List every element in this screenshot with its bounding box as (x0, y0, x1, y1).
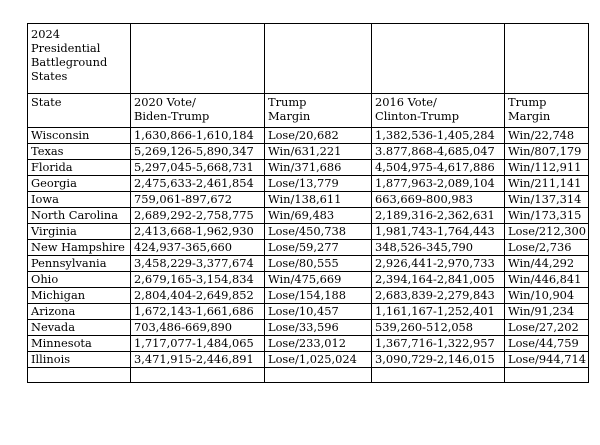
table-row (28, 352, 589, 368)
empty-cell (265, 368, 372, 383)
cell-vote-2016: 663,669-800,983 (372, 192, 505, 208)
cell-state: Florida (28, 160, 131, 176)
cell-margin-2020: Win/69,483 (265, 208, 372, 224)
header-margin-2020 (265, 94, 372, 128)
cell-margin-2020: Lose/1,025,024 (265, 352, 372, 368)
cell-vote-2016: 2,926,441-2,970,733 (372, 256, 505, 272)
cell-margin-2016: Win/112,911 (505, 160, 589, 176)
cell-margin-2016: Lose/212,300 (505, 224, 589, 240)
title-row (28, 24, 589, 94)
cell-margin-2020: Win/631,221 (265, 144, 372, 160)
cell-vote-2020: 2,689,292-2,758,775 (131, 208, 265, 224)
cell-margin-2016: Win/446,841 (505, 272, 589, 288)
table-row (28, 320, 589, 336)
table-title (28, 24, 131, 94)
cell-margin-2016: Lose/2,736 (505, 240, 589, 256)
header-state (28, 94, 131, 128)
cell-state: Georgia (28, 176, 131, 192)
cell-vote-2020: 3,471,915-2,446,891 (131, 352, 265, 368)
cell-vote-2020: 2,679,165-3,154,834 (131, 272, 265, 288)
cell-margin-2016: Lose/944,714 (505, 352, 589, 368)
cell-vote-2016: 2,189,316-2,362,631 (372, 208, 505, 224)
cell-margin-2016: Lose/44,759 (505, 336, 589, 352)
cell-state: New Hampshire (28, 240, 131, 256)
header-margin-2020-line: Trump (268, 95, 307, 109)
cell-margin-2016: Lose/27,202 (505, 320, 589, 336)
cell-vote-2020: 759,061-897,672 (131, 192, 265, 208)
cell-vote-2016: 3,090,729-2,146,015 (372, 352, 505, 368)
header-margin-2016 (505, 94, 589, 128)
cell-margin-2020: Lose/59,277 (265, 240, 372, 256)
cell-margin-2020: Win/475,669 (265, 272, 372, 288)
table-title-line: 2024 (31, 27, 60, 41)
cell-state: Minnesota (28, 336, 131, 352)
table-row (28, 192, 589, 208)
table-row (28, 256, 589, 272)
header-vote-2016-line: 2016 Vote/ (375, 95, 437, 109)
cell-margin-2020: Win/371,686 (265, 160, 372, 176)
cell-state: Arizona (28, 304, 131, 320)
table-title-line: States (31, 69, 68, 83)
cell-vote-2020: 3,458,229-3,377,674 (131, 256, 265, 272)
cell-vote-2016: 3.877,868-4,685,047 (372, 144, 505, 160)
empty-cell (28, 368, 131, 383)
cell-margin-2016: Win/807,179 (505, 144, 589, 160)
cell-vote-2016: 1,161,167-1,252,401 (372, 304, 505, 320)
cell-vote-2020: 2,804,404-2,649,852 (131, 288, 265, 304)
cell-margin-2020: Lose/154,188 (265, 288, 372, 304)
table-row (28, 176, 589, 192)
cell-vote-2016: 4,504,975-4,617,886 (372, 160, 505, 176)
cell-vote-2016: 1,877,963-2,089,104 (372, 176, 505, 192)
cell-vote-2020: 5,269,126-5,890,347 (131, 144, 265, 160)
cell-margin-2016: Win/22,748 (505, 128, 589, 144)
cell-state: Michigan (28, 288, 131, 304)
header-vote-2016 (372, 94, 505, 128)
cell-vote-2016: 1,382,536-1,405,284 (372, 128, 505, 144)
header-vote-2020-line: Biden-Trump (134, 109, 210, 123)
header-vote-2020-line: 2020 Vote/ (134, 95, 196, 109)
table-title-line: Battleground (31, 55, 108, 69)
table-row (28, 288, 589, 304)
cell-vote-2016: 1,981,743-1,764,443 (372, 224, 505, 240)
cell-margin-2020: Win/138,611 (265, 192, 372, 208)
header-vote-2016-line: Clinton-Trump (375, 109, 460, 123)
empty-cell (131, 24, 265, 94)
table-row (28, 144, 589, 160)
cell-vote-2020: 5,297,045-5,668,731 (131, 160, 265, 176)
cell-margin-2016: Win/211,141 (505, 176, 589, 192)
cell-state: Wisconsin (28, 128, 131, 144)
empty-cell (265, 24, 372, 94)
cell-state: Virginia (28, 224, 131, 240)
cell-margin-2020: Lose/10,457 (265, 304, 372, 320)
empty-cell (131, 368, 265, 383)
cell-margin-2016: Win/91,234 (505, 304, 589, 320)
table-row (28, 224, 589, 240)
header-margin-2016-line: Margin (508, 109, 551, 123)
cell-margin-2020: Lose/33,596 (265, 320, 372, 336)
header-row (28, 94, 589, 128)
cell-vote-2016: 1,367,716-1,322,957 (372, 336, 505, 352)
cell-vote-2016: 2,394,164-2,841,005 (372, 272, 505, 288)
cell-state: North Carolina (28, 208, 131, 224)
cell-margin-2020: Lose/20,682 (265, 128, 372, 144)
table-row (28, 128, 589, 144)
cell-vote-2020: 1,672,143-1,661,686 (131, 304, 265, 320)
cell-state: Ohio (28, 272, 131, 288)
cell-vote-2016: 348,526-345,790 (372, 240, 505, 256)
cell-vote-2020: 424,937-365,660 (131, 240, 265, 256)
cell-vote-2020: 703,486-669,890 (131, 320, 265, 336)
table-row (28, 240, 589, 256)
cell-margin-2016: Win/173,315 (505, 208, 589, 224)
table-row (28, 272, 589, 288)
cell-vote-2016: 539,260-512,058 (372, 320, 505, 336)
cell-vote-2016: 2,683,839-2,279,843 (372, 288, 505, 304)
empty-cell (505, 24, 589, 94)
cell-margin-2016: Win/44,292 (505, 256, 589, 272)
empty-cell (372, 24, 505, 94)
empty-cell (505, 368, 589, 383)
header-state-line: State (31, 95, 62, 109)
table-row (28, 208, 589, 224)
table-row (28, 336, 589, 352)
cell-state: Iowa (28, 192, 131, 208)
header-margin-2020-line: Margin (268, 109, 311, 123)
cell-state: Illinois (28, 352, 131, 368)
empty-cell (372, 368, 505, 383)
cell-margin-2016: Win/137,314 (505, 192, 589, 208)
blank-row (28, 368, 589, 383)
table-title-line: Presidential (31, 41, 101, 55)
battleground-states-table (27, 23, 589, 383)
cell-state: Pennsylvania (28, 256, 131, 272)
cell-state: Nevada (28, 320, 131, 336)
cell-state: Texas (28, 144, 131, 160)
table-row (28, 160, 589, 176)
cell-margin-2020: Lose/233,012 (265, 336, 372, 352)
header-vote-2020 (131, 94, 265, 128)
cell-vote-2020: 2,413,668-1,962,930 (131, 224, 265, 240)
table-row (28, 304, 589, 320)
cell-vote-2020: 1,630,866-1,610,184 (131, 128, 265, 144)
cell-margin-2020: Lose/450,738 (265, 224, 372, 240)
cell-margin-2016: Win/10,904 (505, 288, 589, 304)
cell-margin-2020: Lose/80,555 (265, 256, 372, 272)
cell-vote-2020: 1,717,077-1,484,065 (131, 336, 265, 352)
battleground-table-page (27, 23, 589, 383)
cell-vote-2020: 2,475,633-2,461,854 (131, 176, 265, 192)
cell-margin-2020: Lose/13,779 (265, 176, 372, 192)
header-margin-2016-line: Trump (508, 95, 547, 109)
